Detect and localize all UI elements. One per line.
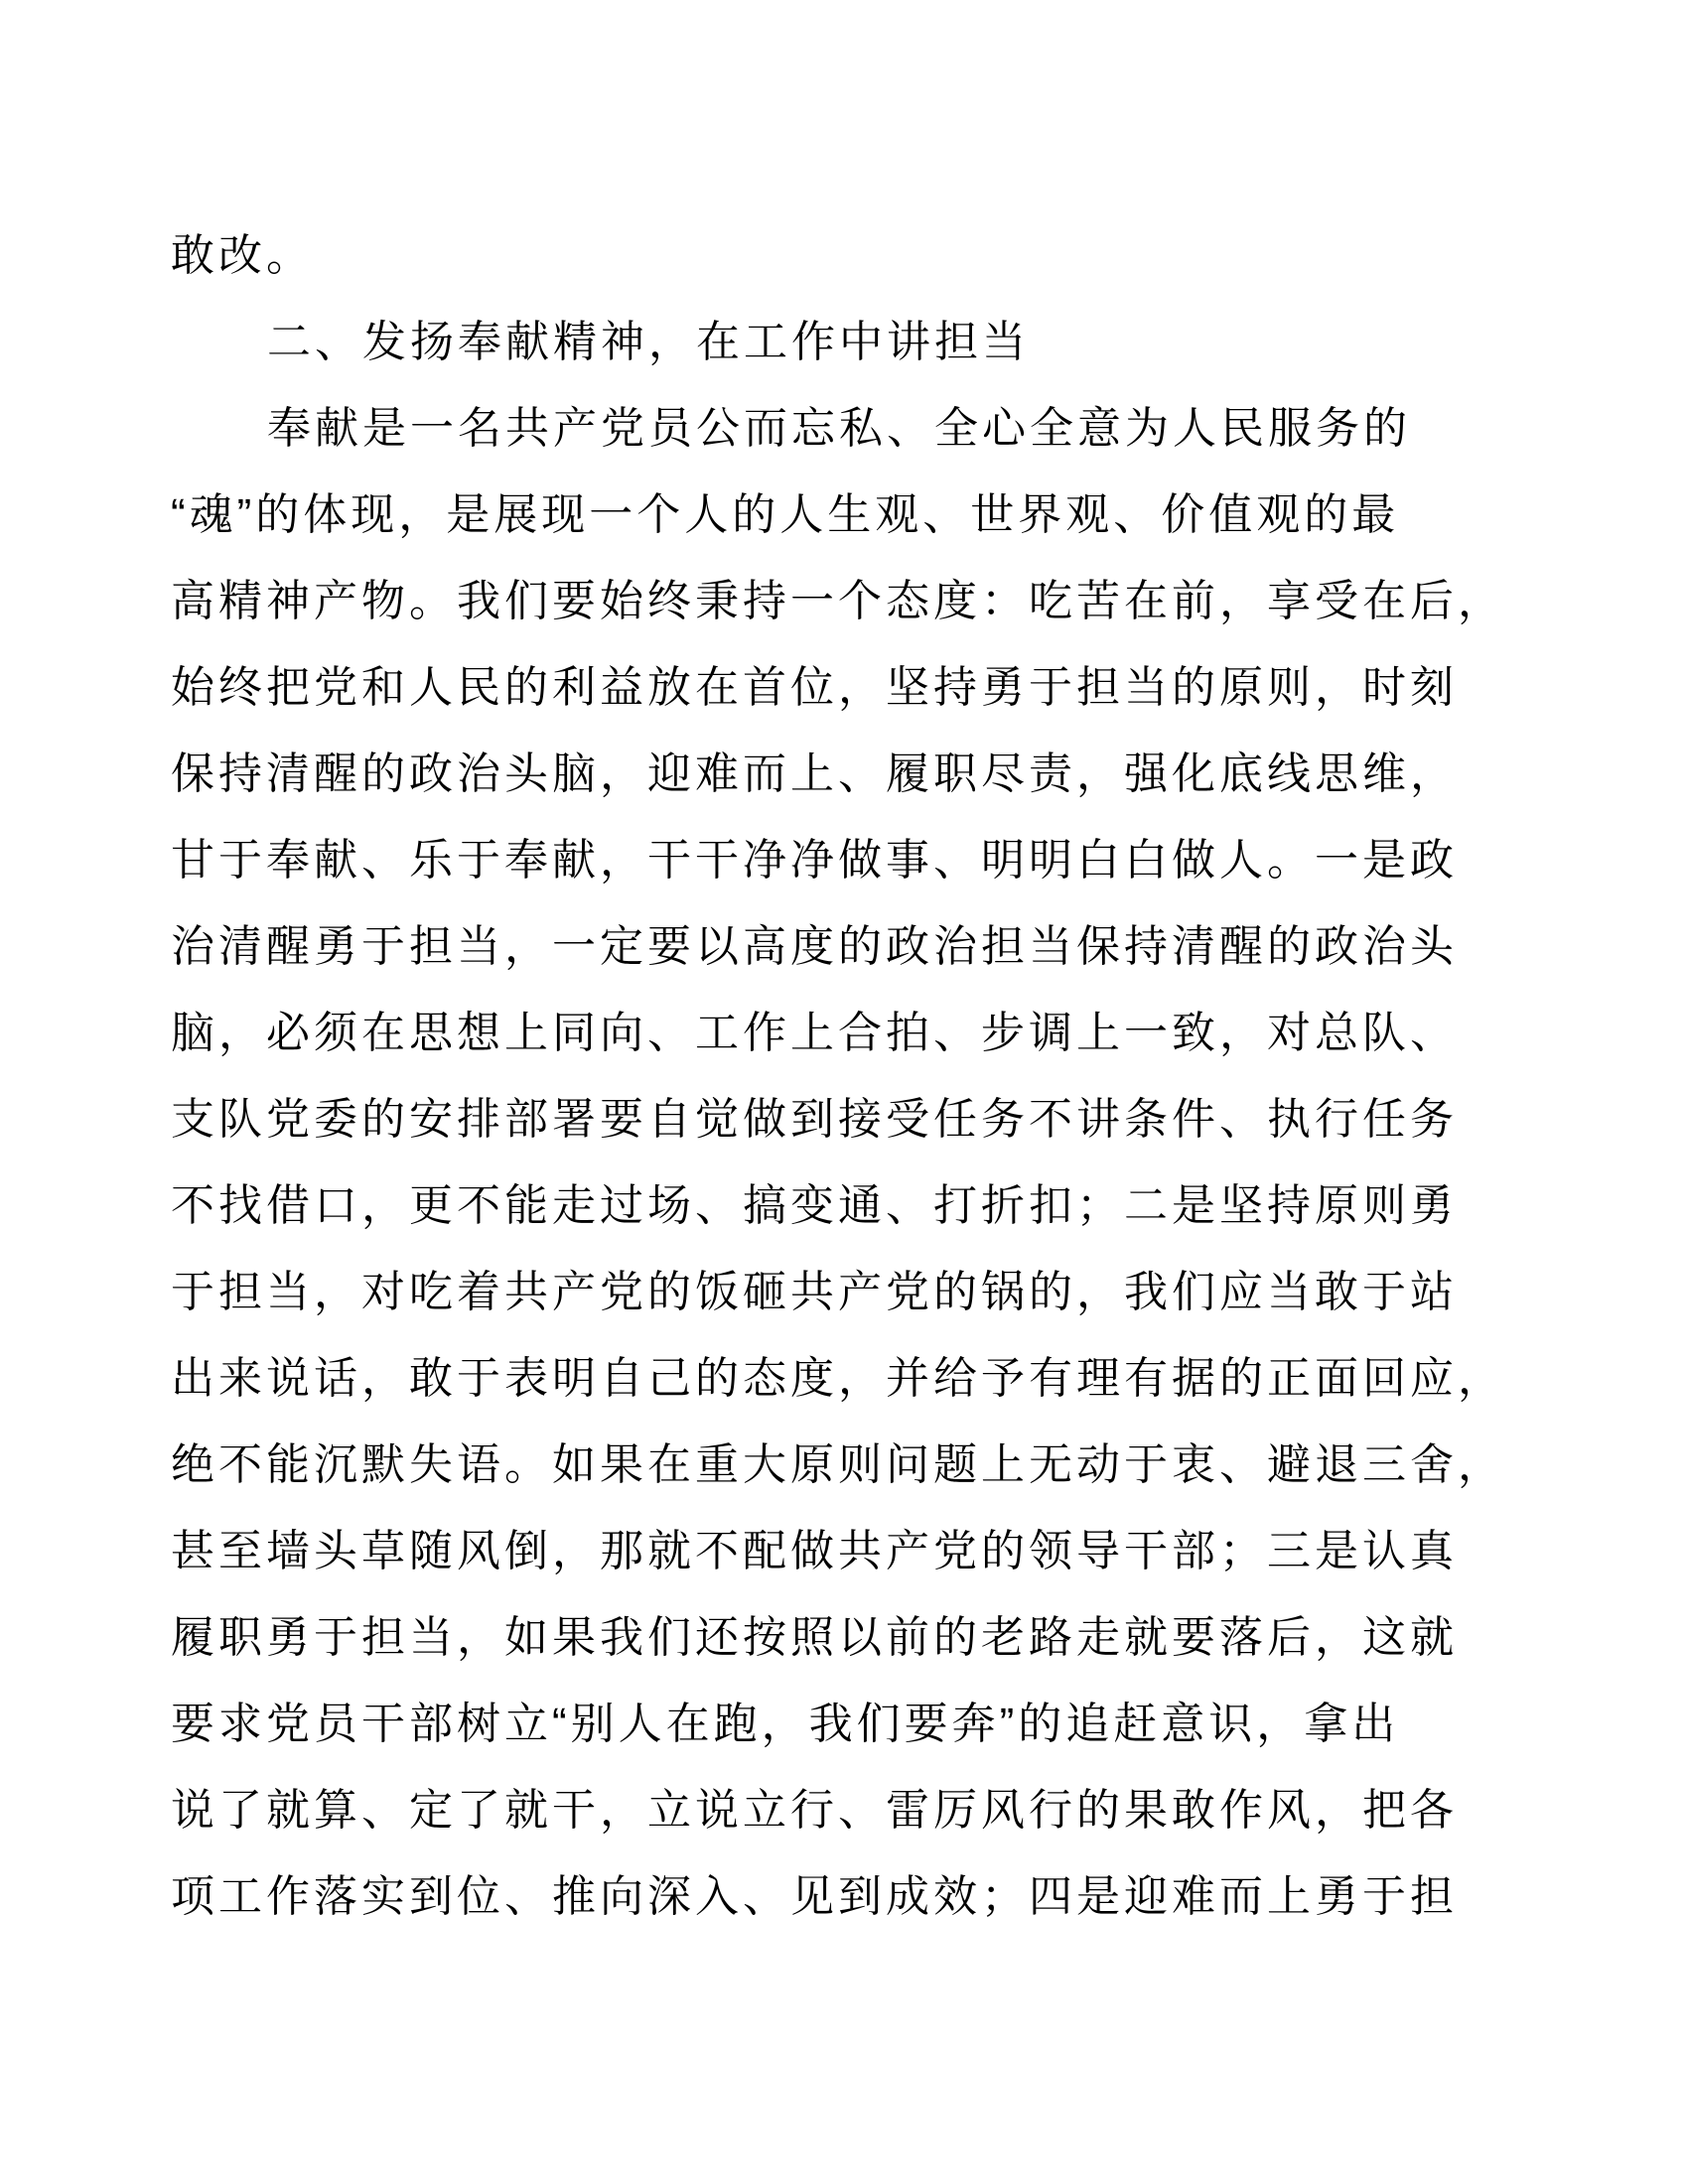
text-line: 不找借口，更不能走过场、搞变通、打折扣；二是坚持原则勇 [171,1181,1458,1230]
text-line: 脑，必须在思想上同向、工作上合拍、步调上一致，对总队、 [171,1009,1458,1057]
text-line: 绝不能沉默失语。如果在重大原则问题上无动于衷、避退三舍， [171,1440,1505,1489]
text-line: 治清醒勇于担当，一定要以高度的政治担当保持清醒的政治头 [171,922,1458,971]
text-line: 履职勇于担当，如果我们还按照以前的老路走就要落后，这就 [171,1613,1458,1662]
text-line: “魂”的体现，是展现一个人的人生观、世界观、价值观的最 [171,490,1400,539]
section-heading: 二、发扬奉献精神，在工作中讲担当 [267,318,1030,366]
text-line: 高精神产物。我们要始终秉持一个态度：吃苦在前，享受在后， [171,577,1505,625]
text-line: 保持清醒的政治头脑，迎难而上、履职尽责，强化底线思维， [171,750,1458,798]
text-line: 始终把党和人民的利益放在首位，坚持勇于担当的原则，时刻 [171,663,1458,712]
document-body [171,212,1529,1940]
text-line: 出来说话，敢于表明自己的态度，并给予有理有据的正面回应， [171,1354,1505,1403]
text-line: 甚至墙头草随风倒，那就不配做共产党的领导干部；三是认真 [171,1527,1458,1575]
text-line: 敢改。 [171,231,314,280]
text-line: 要求党员干部树立“别人在跑，我们要奔”的追赶意识，拿出 [171,1700,1400,1748]
text-line: 奉献是一名共产党员公而忘私、全心全意为人民服务的 [267,404,1411,453]
text-line: 项工作落实到位、推向深入、见到成效；四是迎难而上勇于担 [171,1872,1458,1921]
text-line: 支队党委的安排部署要自觉做到接受任务不讲条件、执行任务 [171,1095,1458,1144]
text-line: 甘于奉献、乐于奉献，干干净净做事、明明白白做人。一是政 [171,836,1458,885]
text-line: 于担当，对吃着共产党的饭砸共产党的锅的，我们应当敢于站 [171,1268,1458,1316]
text-line: 说了就算、定了就干，立说立行、雷厉风行的果敢作风，把各 [171,1786,1458,1835]
